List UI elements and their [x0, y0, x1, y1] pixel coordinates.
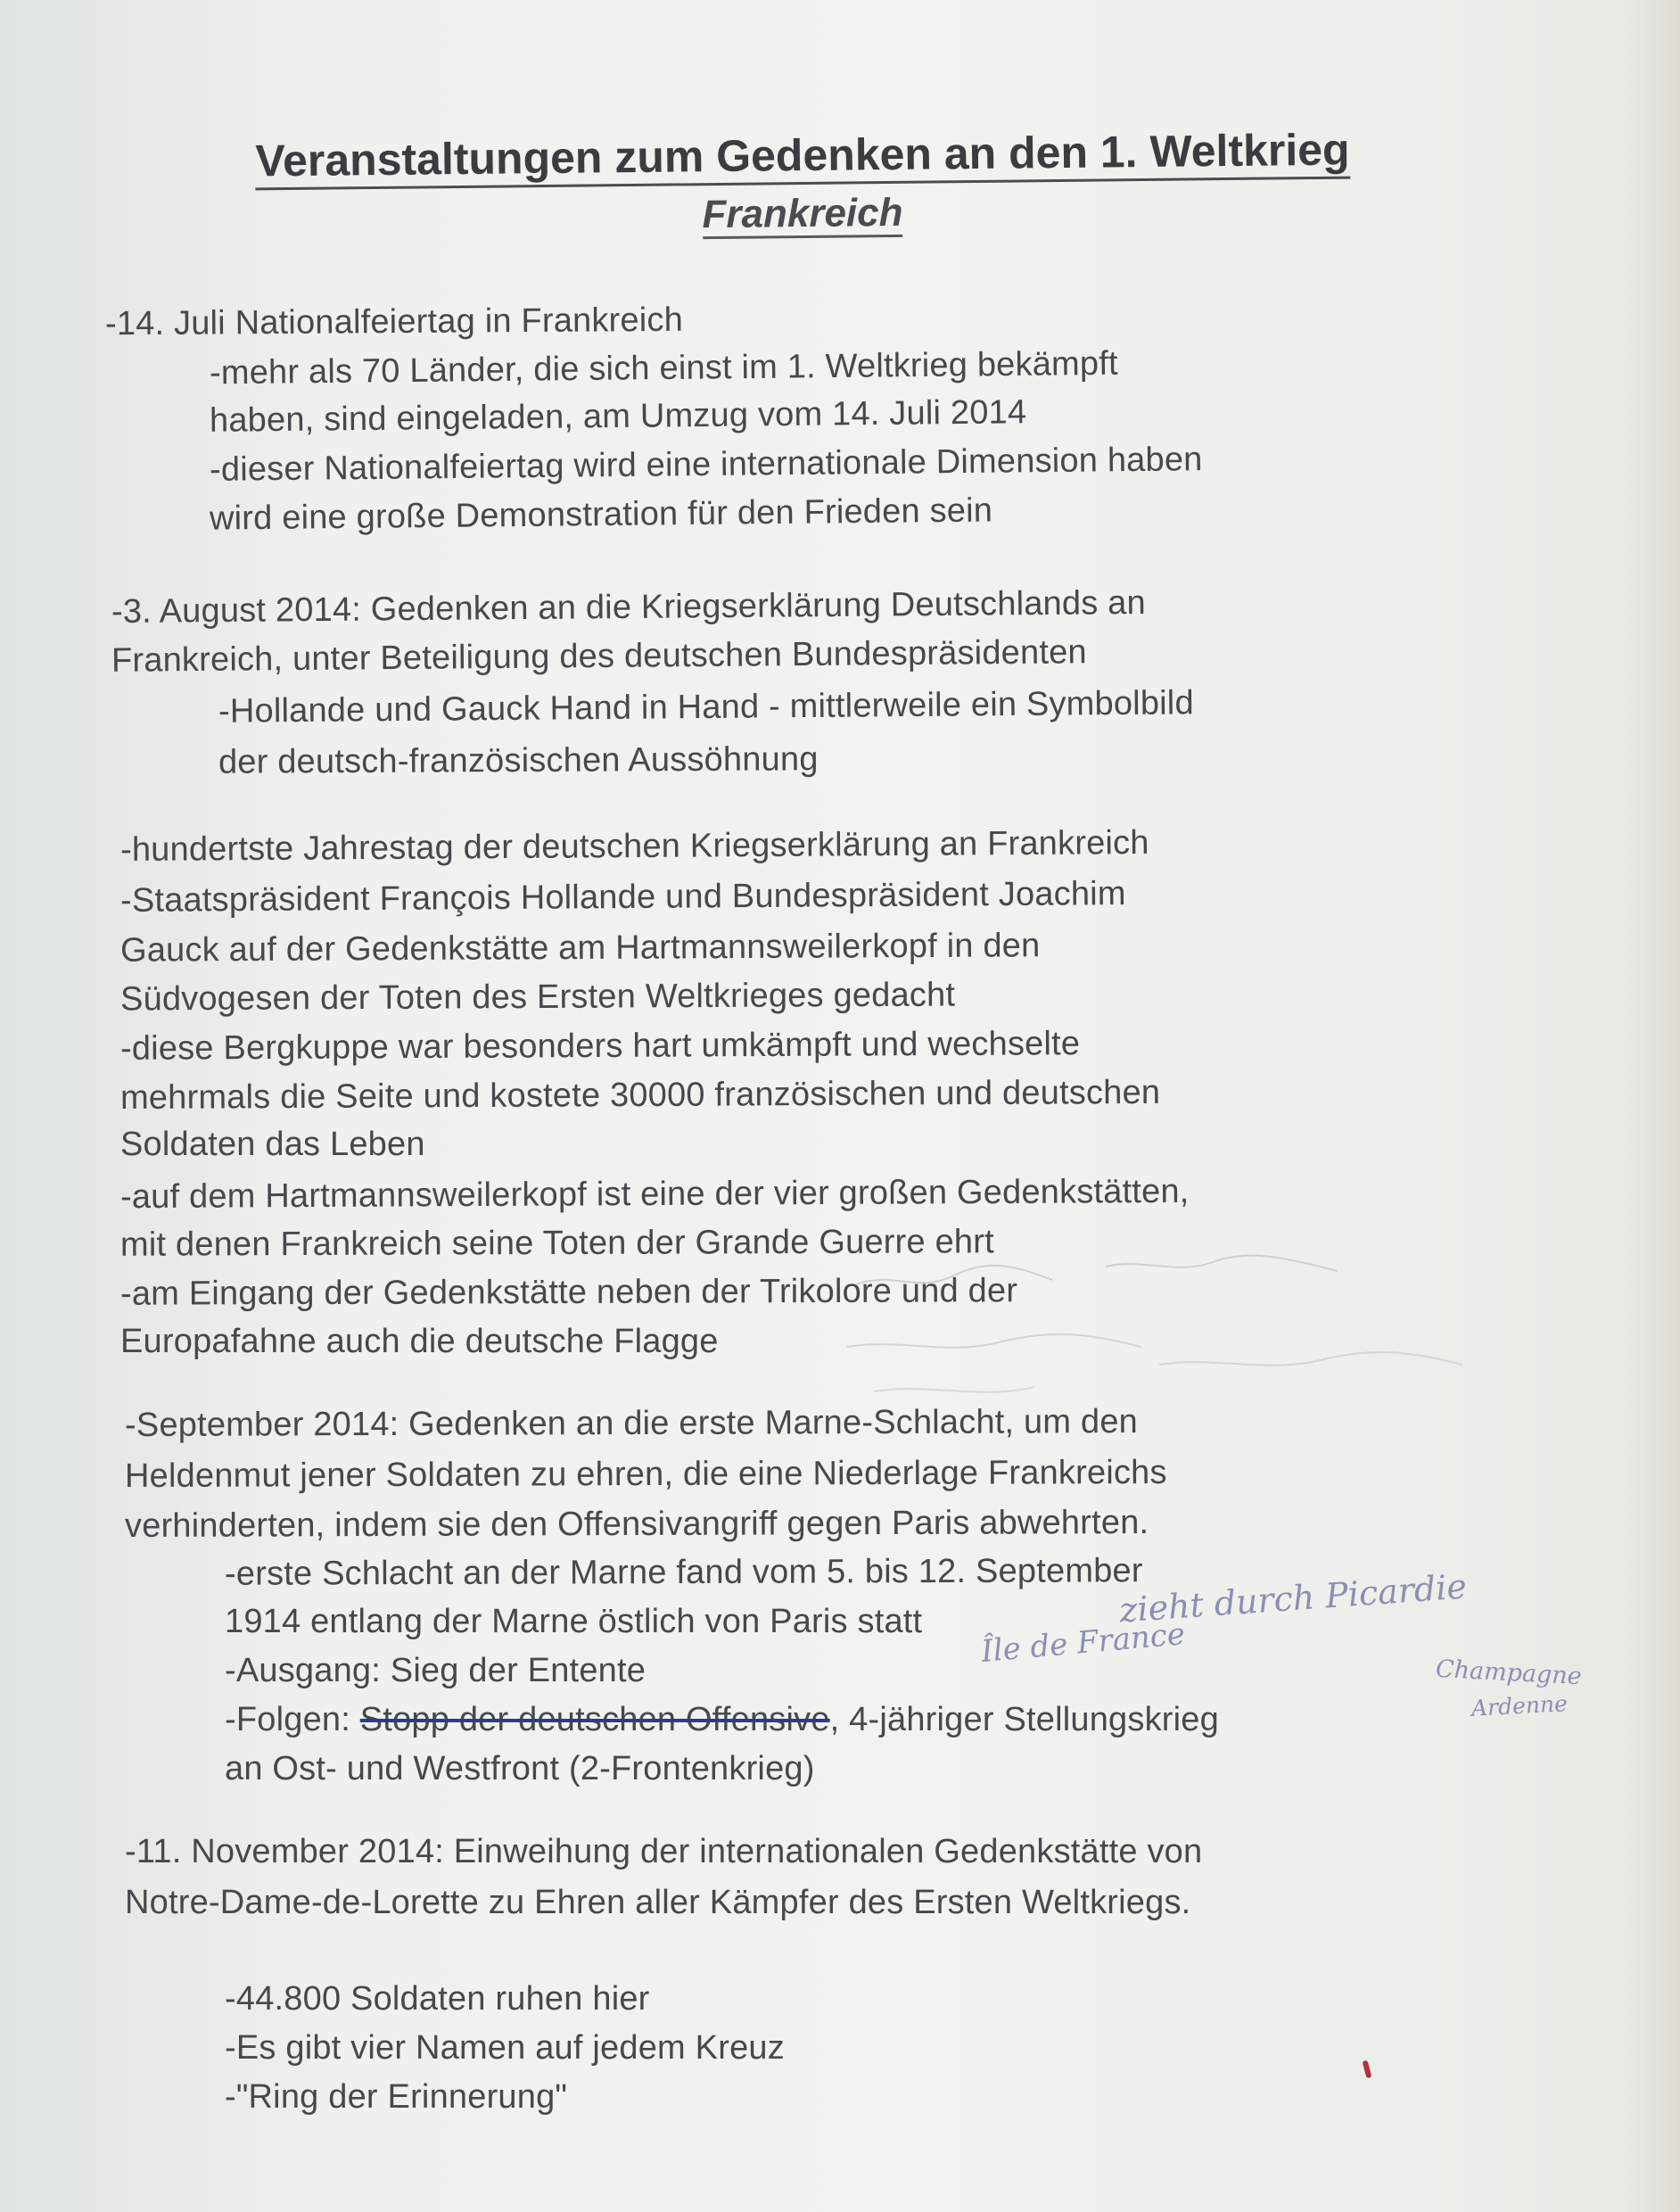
text-line: -Es gibt vier Namen auf jedem Kreuz [225, 2029, 785, 2067]
text-line: -mehr als 70 Länder, die sich einst im 1. Weltkrieg bekämpft [209, 344, 1118, 392]
text-line: -hundertste Jahrestag der deutschen Kriegserklärung an Frankreich [119, 823, 1149, 870]
struck-out-text: Stopp der deutschen Offensive [359, 1701, 830, 1738]
text-line-with-strike [225, 1701, 1219, 1739]
text-line: der deutsch-französischen Aussöhnung [218, 740, 819, 781]
document-title-text: Veranstaltungen zum Gedenken an den 1. Weltkrieg [255, 125, 1350, 191]
text-line: mehrmals die Seite und kostete 30000 französischen und deutschen [119, 1073, 1161, 1118]
text-line: an Ost- und Westfront (2-Frontenkrieg) [225, 1750, 815, 1787]
text-line: -Ausgang: Sieg der Entente [225, 1652, 646, 1689]
text-line: -dieser Nationalfeiertag wird eine internationale Dimension haben [209, 441, 1203, 489]
text-line: -September 2014: Gedenken an die erste Marne-Schlacht, um den [124, 1403, 1139, 1444]
text-line: Südvogesen der Toten des Ersten Weltkrieges gedacht [119, 976, 956, 1019]
text-line: 1914 entlang der Marne östlich von Paris statt [225, 1603, 923, 1640]
handwritten-note: Champagne [1435, 1655, 1583, 1691]
text-line: verhinderten, indem sie den Offensivangriff gegen Paris abwehrten. [124, 1503, 1149, 1546]
text-line: haben, sind eingeladen, am Umzug vom 14. Juli 2014 [209, 393, 1027, 440]
text-segment: , 4-jähriger Stellungskrieg [829, 1701, 1219, 1738]
text-line: -14. Juli Nationalfeiertag in Frankreich [104, 301, 684, 343]
text-line: -44.800 Soldaten ruhen hier [225, 1980, 650, 2018]
text-line: Notre-Dame-de-Lorette zu Ehren aller Kämpfer des Ersten Weltkriegs. [125, 1884, 1191, 1921]
text-line: Soldaten das Leben [120, 1126, 425, 1163]
text-line: Frankreich, unter Beteiligung des deutschen Bundespräsidenten [111, 633, 1087, 680]
text-line: -Hollande und Gauck Hand in Hand - mittlerweile ein Symbolbild [218, 684, 1194, 730]
text-line: -am Eingang der Gedenkstätte neben der Trikolore und der [119, 1272, 1018, 1313]
text-line: mit denen Frankreich seine Toten der Grande Guerre ehrt [119, 1223, 994, 1264]
text-line: -Staatspräsident François Hollande und Bundespräsident Joachim [119, 875, 1126, 920]
text-line: Heldenmut jener Soldaten zu ehren, die eine Niederlage Frankreichs [124, 1453, 1167, 1496]
handwritten-note: Île de France [979, 1616, 1187, 1670]
text-line: -diese Bergkuppe war besonders hart umkämpft und wechselte [119, 1025, 1081, 1068]
document-subtitle-text: Frankreich [702, 191, 903, 239]
text-line: wird eine große Demonstration für den Frieden sein [209, 491, 993, 538]
handwritten-note: Ardenne [1470, 1690, 1569, 1721]
text-line: Europafahne auch die deutsche Flagge [120, 1323, 719, 1360]
handwritten-note: zieht durch Picardie [1117, 1566, 1469, 1630]
text-line: -3. August 2014: Gedenken an die Kriegserklärung Deutschlands an [111, 583, 1147, 631]
text-line: -"Ring der Erinnerung" [225, 2078, 568, 2116]
text-line: Gauck auf der Gedenkstätte am Hartmannsweilerkopf in den [119, 927, 1041, 970]
text-line: -11. November 2014: Einweihung der internationalen Gedenkstätte von [125, 1833, 1203, 1870]
text-line: -erste Schlacht an der Marne fand vom 5. bis 12. September [224, 1552, 1143, 1593]
bleed-through-scribbles [838, 1186, 1498, 1418]
text-segment: -Folgen: [225, 1701, 360, 1738]
text-line: -auf dem Hartmannsweilerkopf ist eine der vier großen Gedenkstätten, [119, 1172, 1190, 1217]
page-edge-shadow [1626, 0, 1680, 2212]
